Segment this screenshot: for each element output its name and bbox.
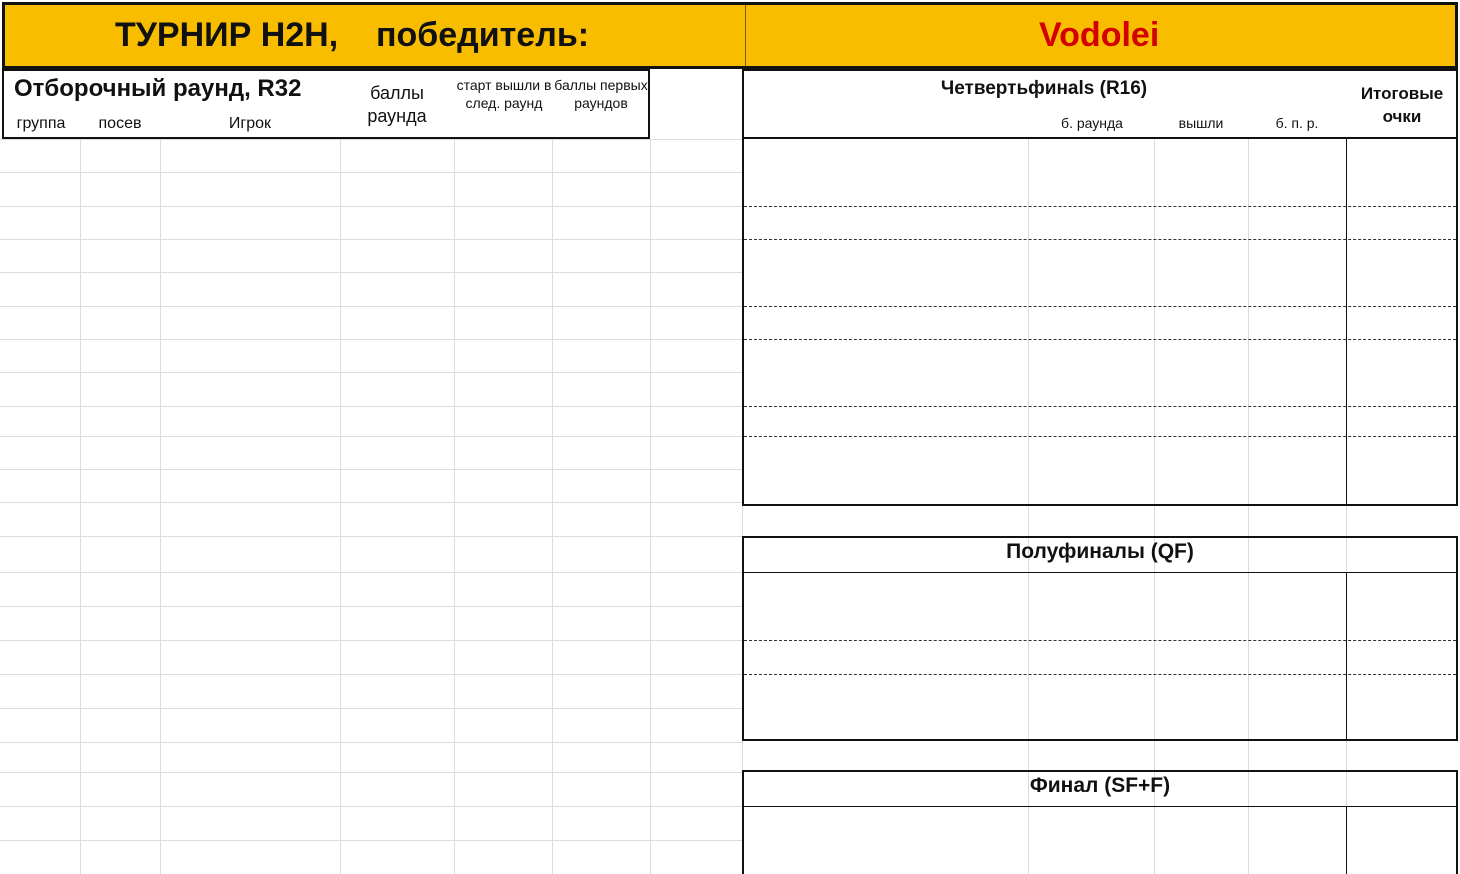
qf-bottom-border <box>742 504 1458 506</box>
final-header-line <box>744 806 1456 807</box>
final-title: Финал (SF+F) <box>1029 774 1171 797</box>
qf-dashed-separator <box>744 239 1456 240</box>
qf-final-divider <box>1346 139 1347 506</box>
quarter-title: Четвертьфинals (R16) <box>940 78 1148 99</box>
semi-title: Полуфиналы (QF) <box>1006 540 1194 563</box>
sf-dashed-separator <box>744 640 1456 641</box>
qf-dashed-separator <box>744 206 1456 207</box>
col-points-header: баллы раунда <box>367 83 427 126</box>
tournament-banner <box>2 2 1458 69</box>
final-divider <box>1346 806 1347 874</box>
qf-col-round-header: б. раунда <box>1061 115 1123 131</box>
col-first-points-header: баллы первых раундов <box>554 77 648 111</box>
qf-col-final-header: Итоговые очки <box>1360 84 1444 126</box>
qf-border <box>1456 139 1458 506</box>
qf-col-prev-header: б. п. р. <box>1275 115 1319 131</box>
qf-dashed-separator <box>744 436 1456 437</box>
qf-col-advanced-header: вышли <box>1178 115 1224 131</box>
winner-name: Vodolei <box>1039 16 1160 54</box>
sf-final-divider <box>1346 572 1347 740</box>
col-group-header: группа <box>16 115 66 132</box>
qualifier-title: Отборочный раунд, R32 <box>14 75 302 102</box>
banner-title: ТУРНИР H2H, победитель: <box>115 16 590 54</box>
sf-dashed-separator <box>744 674 1456 675</box>
qf-dashed-separator <box>744 406 1456 407</box>
qf-dashed-separator <box>744 339 1456 340</box>
col-player-header: Игрок <box>228 115 272 132</box>
sf-header-line <box>744 572 1456 573</box>
col-seed-header: посев <box>98 115 142 132</box>
qf-border <box>742 139 744 506</box>
semi-box <box>742 536 1458 741</box>
qf-dashed-separator <box>744 306 1456 307</box>
col-advanced-header: старт вышли в след. раунд <box>456 77 552 111</box>
